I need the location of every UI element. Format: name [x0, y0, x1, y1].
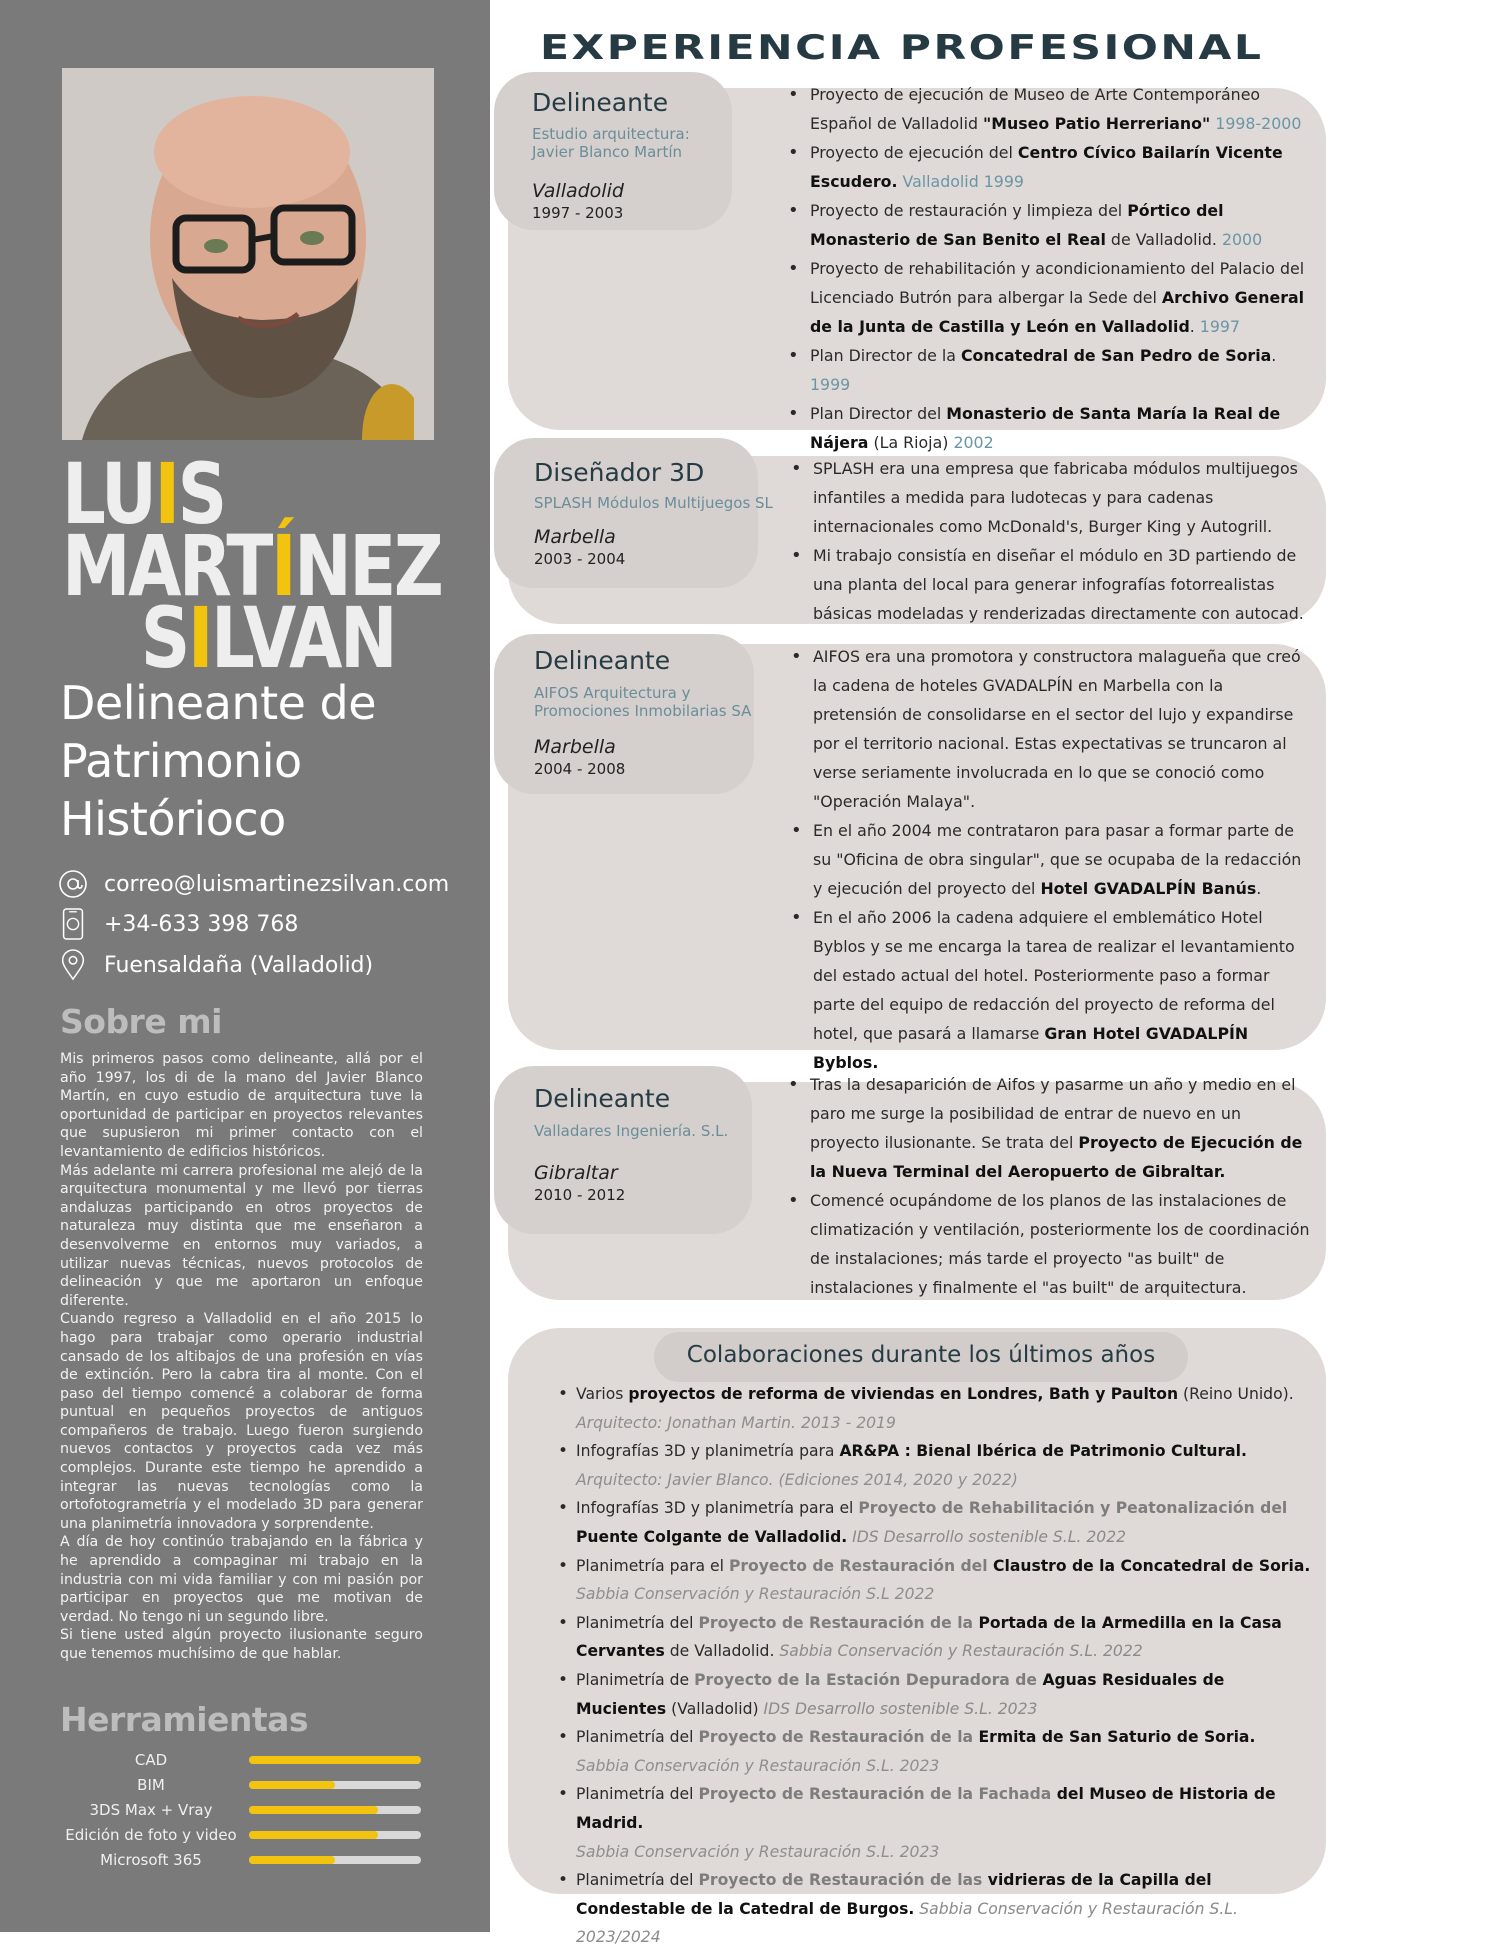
skill-bar — [249, 1756, 421, 1764]
list-item: • Proyecto de rehabilitación y acondicionamiento del Palacio del Licenciado Butrón para albergar la Sede del Archivo General de la Junta de Castilla y León en Valladolid. 1997 — [792, 254, 1312, 341]
job-role: Delineante — [534, 646, 671, 675]
collaborations-card — [508, 1328, 1326, 1947]
list-item: • Planimetría del Proyecto de Restauración de las vidrieras de la Capilla del Condestable de la Catedral de Burgos. Sabbia Conservación y Restauración S.L. 2023/2024 — [558, 1866, 1318, 1952]
name-middle: MARTÍNEZ — [62, 517, 442, 616]
list-item: • Planimetría de Proyecto de la Estación Depuradora de Aguas Residuales de Mucientes (Valladolid) IDS Desarrollo sostenible S.L. 2023 — [558, 1666, 1318, 1723]
about-text — [60, 1050, 423, 1664]
contact-phone[interactable] — [58, 906, 298, 942]
list-item: • Tras la desaparición de Aifos y pasarme un año y medio en el paro me surge la posibilidad de entrar de nuevo en un proyecto ilusionante. Se trata del Proyecto de Ejecución de la Nueva Terminal del Aeropuerto de Gibraltar. — [792, 1070, 1312, 1186]
skill-bar-fill — [249, 1756, 421, 1764]
job-bullets — [795, 642, 1311, 1077]
tool-name: Edición de foto y video — [65, 1825, 237, 1844]
about-paragraph: Si tiene usted algún proyecto ilusionante seguro que tenemos muchísimo de que hablar. — [60, 1627, 423, 1662]
location-text: Fuensaldaña (Valladolid) — [104, 952, 374, 978]
list-item: • Planimetría del Proyecto de Restauración de la Ermita de San Saturio de Soria. Sabbia Conservación y Restauración S.L. 2023 — [558, 1723, 1318, 1780]
skill-bar — [249, 1781, 421, 1789]
about-heading: Sobre mi — [60, 1002, 222, 1041]
name-first: LUIS — [62, 445, 225, 543]
job-bullets — [792, 1070, 1312, 1302]
list-item: • En el año 2004 me contrataron para pasar a formar parte de su "Oficina de obra singular", que se ocupaba de la redacción y ejecución del proyecto del Hotel GVADALPÍN Banús. — [795, 816, 1311, 903]
about-paragraph: A día de hoy continúo trabajando en la fábrica y he aprendido a compaginar mi trabajo en la industria con mi vida familiar y con mi pasión por participar en proyectos que me motivan de verdad. No tengo ni un segundo libre. — [60, 1534, 423, 1625]
page-title: EXPERIENCIA PROFESIONAL — [540, 28, 1264, 68]
job-company: Estudio arquitectura: Javier Blanco Martín — [532, 125, 690, 161]
portrait-illustration — [62, 68, 434, 440]
list-item: • Infografías 3D y planimetría para AR&PA : Bienal Ibérica de Patrimonio Cultural. Arquitecto: Javier Blanco. (Ediciones 2014, 2020 y 2022) — [558, 1437, 1318, 1494]
job-years: 1997 - 2003 — [532, 204, 624, 222]
tool-name: Microsoft 365 — [100, 1850, 202, 1869]
email-text[interactable]: correo@luismartinezsilvan.com — [104, 871, 450, 897]
collaborations-title: Colaboraciones durante los últimos años — [686, 1342, 1156, 1368]
tools-list — [60, 1747, 430, 1872]
job-role: Delineante — [532, 88, 669, 117]
list-item: • Mi trabajo consistía en diseñar el módulo en 3D partiendo de una planta del local para generar infografías fotorrealistas básicas modeladas y renderizadas directamente con autocad. — [795, 541, 1311, 628]
skill-bar-fill — [249, 1831, 378, 1839]
skill-bar — [249, 1856, 421, 1864]
list-item: • Planimetría del Proyecto de Restauración de la Portada de la Armedilla en la Casa Cervantes de Valladolid. Sabbia Conservación y Restauración S.L. 2022 — [558, 1609, 1318, 1666]
job-city: Valladolid — [532, 180, 624, 202]
skill-bar-fill — [249, 1781, 335, 1789]
skill-bar — [249, 1831, 421, 1839]
tool-row — [60, 1797, 430, 1822]
list-item: • Planimetría para el Proyecto de Restauración del Claustro de la Concatedral de Soria. Sabbia Conservación y Restauración S.L 2022 — [558, 1552, 1318, 1609]
contact-email[interactable] — [58, 866, 449, 902]
list-item: • SPLASH era una empresa que fabricaba módulos multijuegos infantiles a medida para ludotecas y para cadenas internacionales como McDonald's, Burger King y Autogrill. — [795, 454, 1311, 541]
job-card — [508, 1075, 1326, 1300]
job-years: 2003 - 2004 — [534, 550, 626, 568]
about-paragraph: Mis primeros pasos como delineante, allá por el año 1997, los di de la mano del Javier Blanco Martín, en cuyo estudio de arquitectura tuve la oportunidad de participar en proyectos relevantes que supusieron mi primer contacto con el levantamiento de edificios históricos. — [60, 1051, 423, 1160]
tool-row — [60, 1747, 430, 1772]
name-last: SILVAN — [140, 589, 396, 688]
about-paragraph: Cuando regreso a Valladolid en el año 2015 lo hago para trabajar como operario industrial cansado de los altibajos de una profesión en vías de extinción. Pero la cabra tira al monte. Con el paso del tiempo comencé a colaborar de forma puntual en pequeños proyectos de antiguos compañeros de trabajo. Luego fueron surgiendo nuevos contactos y proyectos cada vez más complejos. Durante este tiempo he aprendido a integrar las nuevas tecnologías como la ortofotogrametría y el modelado 3D para generar una planimetría innovadora y sorprendente. — [60, 1311, 423, 1532]
list-item: • Proyecto de ejecución del Centro Cívico Bailarín Vicente Escudero. Valladolid 1999 — [792, 138, 1312, 196]
tool-name: 3DS Max + Vray — [89, 1800, 213, 1819]
phone-text[interactable]: +34-633 398 768 — [104, 911, 299, 937]
job-city: Marbella — [534, 526, 616, 548]
list-item: • Planimetría del Proyecto de Restauración de la Fachada del Museo de Historia de Madrid. Sabbia Conservación y Restauración S.L. 2023 — [558, 1780, 1318, 1866]
job-company: Valladares Ingeniería. S.L. — [534, 1122, 729, 1140]
collaborations-list — [558, 1380, 1318, 1952]
contact-location — [58, 947, 373, 983]
job-company: AIFOS Arquitectura y Promociones Inmobilarias SA — [534, 684, 752, 720]
tool-name: CAD — [134, 1750, 168, 1769]
job-city: Marbella — [534, 736, 616, 758]
list-item: • Plan Director del Monasterio de Santa María la Real de Nájera (La Rioja) 2002 — [792, 399, 1312, 457]
job-card — [508, 85, 1326, 452]
location-pin-icon — [58, 948, 88, 982]
list-item: • En el año 2006 la cadena adquiere el emblemático Hotel Byblos y se me encarga la tarea de realizar el levantamiento del estado actual del hotel. Posteriormente paso a formar parte del equipo de redacción del proyecto de reforma del hotel, que pasará a llamarse Gran Hotel GVADALPÍN Byblos. — [795, 903, 1311, 1077]
tool-row — [60, 1847, 430, 1872]
profile-photo — [62, 68, 434, 440]
job-years: 2004 - 2008 — [534, 760, 626, 778]
skill-bar-fill — [249, 1856, 335, 1864]
job-city: Gibraltar — [534, 1162, 618, 1184]
list-item: • Comencé ocupándome de los planos de las instalaciones de climatización y ventilación, posteriormente los de coordinación de instalaciones; más tarde el proyecto "as built" de instalaciones y finalmente el "as built" de arquitectura. — [792, 1186, 1312, 1302]
job-card — [508, 644, 1326, 1072]
list-item: • Infografías 3D y planimetría para el Proyecto de Rehabilitación y Peatonalización del Puente Colgante de Valladolid. IDS Desarrollo sostenible S.L. 2022 — [558, 1494, 1318, 1551]
list-item: • Varios proyectos de reforma de viviendas en Londres, Bath y Paulton (Reino Unido). Arquitecto: Jonathan Martin. 2013 - 2019 — [558, 1380, 1318, 1437]
tool-name: BIM — [137, 1775, 165, 1794]
person-name — [62, 445, 442, 688]
about-paragraph: Más adelante mi carrera profesional me alejó de la arquitectura monumental y me llevó por tierras andaluzas participando en otros proyectos de naturaleza muy distinta que me enseñaron a desenvolverme en entornos muy variados, a utilizar nuevas técnicas, nuevos protocolos de delineación y que me aportaron un enfoque diferente. — [60, 1162, 423, 1309]
phone-icon — [58, 907, 88, 941]
job-role: Diseñador 3D — [534, 458, 705, 487]
job-years: 2010 - 2012 — [534, 1186, 626, 1204]
list-item: • Plan Director de la Concatedral de San Pedro de Soria. 1999 — [792, 341, 1312, 399]
list-item: • AIFOS era una promotora y constructora malagueña que creó la cadena de hoteles GVADALPÍN en Marbella con la pretensión de consolidarse en el sector del lujo y expandirse por el territorio nacional. Estas expectativas se truncaron al verse seriamente involucrada en lo que se conoció como "Operación Malaya". — [795, 642, 1311, 816]
list-item: • Proyecto de ejecución de Museo de Arte Contemporáneo Español de Valladolid "Museo Patio Herreriano" 1998-2000 — [792, 80, 1312, 138]
skill-bar — [249, 1806, 421, 1814]
tools-heading: Herramientas — [60, 1700, 309, 1739]
tool-row — [60, 1822, 430, 1847]
skill-bar-fill — [249, 1806, 378, 1814]
sidebar — [0, 0, 490, 1932]
job-role: Delineante — [534, 1084, 671, 1113]
at-icon — [58, 867, 88, 901]
tool-row — [60, 1772, 430, 1797]
job-company: SPLASH Módulos Multijuegos SL — [534, 494, 773, 512]
job-card — [508, 456, 1326, 624]
profession-title: Delineante de Patrimonio Histórioco — [60, 676, 377, 846]
list-item: • Proyecto de restauración y limpieza del Pórtico del Monasterio de San Benito el Real de Valladolid. 2000 — [792, 196, 1312, 254]
job-bullets — [795, 454, 1311, 628]
job-bullets — [792, 80, 1312, 457]
